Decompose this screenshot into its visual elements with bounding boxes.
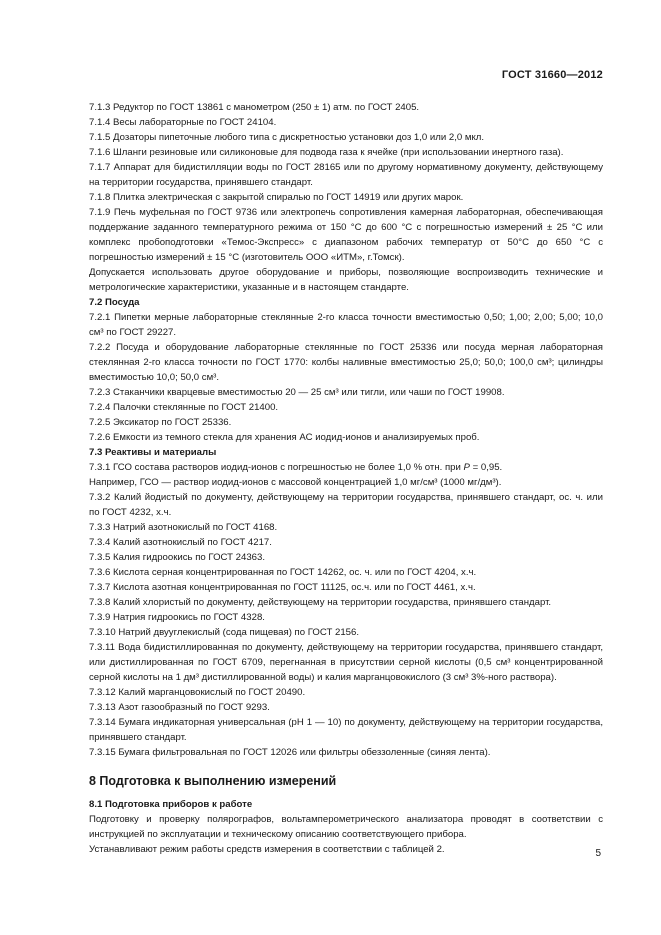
page-number: 5 [595, 848, 601, 859]
paragraph-7-3-1 [89, 460, 603, 475]
paragraph-7-3-6: 7.3.6 Кислота серная концентрированная по ГОСТ 14262, ос. ч. или по ГОСТ 4204, х.ч. [89, 567, 477, 578]
paragraph-7-3-12: 7.3.12 Калий марганцовокислый по ГОСТ 20490. [89, 687, 306, 698]
paragraph-7-1-5: 7.1.5 Дозаторы пипеточные любого типа с дискретностью установки доз 1,0 или 2,0 мкл. [89, 132, 485, 143]
paragraph-7-1-8: 7.1.8 Плитка электрическая с закрытой спиралью по ГОСТ 14919 или других марок. [89, 192, 464, 203]
paragraph-8-1-a: Подготовку и проверку полярографов, вольтамперометрического анализатора проводят в соответствии с инструкцией по эксплуатации и техническому описанию соответствующего прибора. [89, 814, 603, 840]
paragraph-7-2-2: 7.2.2 Посуда и оборудование лабораторные стеклянные по ГОСТ 25336 или посуда мерная лабораторная стеклянная 2-го класса точности по ГОСТ 1770: колбы наливные вместимостью 25,0; 50,0; 100,0 см³; цилиндры вместимостью 10,0; 50,0 см³. [89, 342, 603, 383]
paragraph-7-3-3: 7.3.3 Натрий азотнокислый по ГОСТ 4168. [89, 522, 278, 533]
section-7-2-title: 7.2 Посуда [89, 297, 140, 308]
paragraph-7-1-9: 7.1.9 Печь муфельная по ГОСТ 9736 или электропечь сопротивления камерная лабораторная, обеспечивающая поддержание заданного температурного режима от 150 °С до 600 °С с погрешностью измерений ± 25 °С или комплекс пробоподготовки «Темос-Экспресс» с диапазоном рабочих температур от 50°С до 650 °С с погрешностью измерений ± 15 °С (изготовитель ООО «ИТМ», г.Томск). [89, 207, 603, 263]
paragraph-7-1-6: 7.1.6 Шланги резиновые или силиконовые для подвода газа к ячейке (при использовании инертного газа). [89, 147, 564, 158]
section-8-heading: 8 Подготовка к выполнению измерений [89, 774, 337, 788]
paragraph-7-3-7: 7.3.7 Кислота азотная концентрированная по ГОСТ 11125, ос.ч. или по ГОСТ 4461, х.ч. [89, 582, 476, 593]
paragraph-7-3-1-variable: Р [463, 462, 470, 473]
paragraph-note-equipment: Допускается использовать другое оборудование и приборы, позволяющие воспроизводить технические и метрологические характеристики, указанные и в настоящем стандарте. [89, 267, 603, 293]
paragraph-7-3-13: 7.3.13 Азот газообразный по ГОСТ 9293. [89, 702, 270, 713]
paragraph-7-3-4: 7.3.4 Калий азотнокислый по ГОСТ 4217. [89, 537, 272, 548]
paragraph-7-1-7: 7.1.7 Аппарат для бидистилляции воды по ГОСТ 28165 или по другому нормативному документу, действующему на территории государства, принявшего стандарт. [89, 162, 603, 188]
paragraph-7-3-2: 7.3.2 Калий йодистый по документу, действующему на территории государства, принявшего стандарт, ос. ч. или по ГОСТ 4232, х.ч. [89, 492, 603, 518]
paragraph-7-3-5: 7.3.5 Калия гидроокись по ГОСТ 24363. [89, 552, 266, 563]
paragraph-7-2-1: 7.2.1 Пипетки мерные лабораторные стеклянные 2-го класса точности вместимостью 0,50; 1,00; 2,00; 5,00; 10,0 см³ по ГОСТ 29227. [89, 312, 603, 338]
paragraph-8-1-b: Устанавливают режим работы средств измерения в соответствии с таблицей 2. [89, 844, 445, 855]
paragraph-7-3-1-suffix: = 0,95. [469, 462, 503, 473]
document-code-header: ГОСТ 31660—2012 [501, 69, 603, 81]
paragraph-7-2-6: 7.2.6 Емкости из темного стекла для хранения АС иодид-ионов и анализируемых проб. [89, 432, 480, 443]
paragraph-example-gso: Например, ГСО — раствор иодид-ионов с массовой концентрацией 1,0 мг/см³ (1000 мг/дм³). [89, 477, 502, 488]
document-body [89, 100, 603, 857]
paragraph-7-3-10: 7.3.10 Натрий двууглекислый (сода пищевая) по ГОСТ 2156. [89, 627, 360, 638]
paragraph-7-1-4: 7.1.4 Весы лабораторные по ГОСТ 24104. [89, 117, 277, 128]
paragraph-7-3-11: 7.3.11 Вода бидистиллированная по документу, действующему на территории государства, принявшего стандарт, или дистиллированная по ГОСТ 6709, перегнанная в присутствии серной кислоты (0,5 см³ концентрированной серной кислоты на 1 дм³ дистиллированной воды) и калия марганцовокислого (3 см³ 3%-ного раствора). [89, 642, 603, 683]
paragraph-7-2-5: 7.2.5 Эксикатор по ГОСТ 25336. [89, 417, 232, 428]
paragraph-7-3-8: 7.3.8 Калий хлористый по документу, действующему на территории государства, принявшего стандарт. [89, 597, 552, 608]
section-7-3-title: 7.3 Реактивы и материалы [89, 447, 217, 458]
paragraph-7-2-4: 7.2.4 Палочки стеклянные по ГОСТ 21400. [89, 402, 279, 413]
paragraph-7-1-3: 7.1.3 Редуктор по ГОСТ 13861 с манометром (250 ± 1) атм. по ГОСТ 2405. [89, 102, 420, 113]
paragraph-7-3-9: 7.3.9 Натрия гидроокись по ГОСТ 4328. [89, 612, 265, 623]
paragraph-7-3-14: 7.3.14 Бумага индикаторная универсальная (рН 1 — 10) по документу, действующему на территории государства, принявшего стандарт. [89, 717, 603, 743]
paragraph-7-3-15: 7.3.15 Бумага фильтровальная по ГОСТ 12026 или фильтры обеззоленные (синяя лента). [89, 747, 491, 758]
paragraph-7-2-3: 7.2.3 Стаканчики кварцевые вместимостью 20 — 25 см³ или тигли, или чаши по ГОСТ 19908. [89, 387, 505, 398]
paragraph-7-3-1-prefix: 7.3.1 ГСО состава растворов иодид-ионов с погрешностью не более 1,0 % отн. при [89, 462, 464, 473]
section-8-1-title: 8.1 Подготовка приборов к работе [89, 799, 253, 810]
